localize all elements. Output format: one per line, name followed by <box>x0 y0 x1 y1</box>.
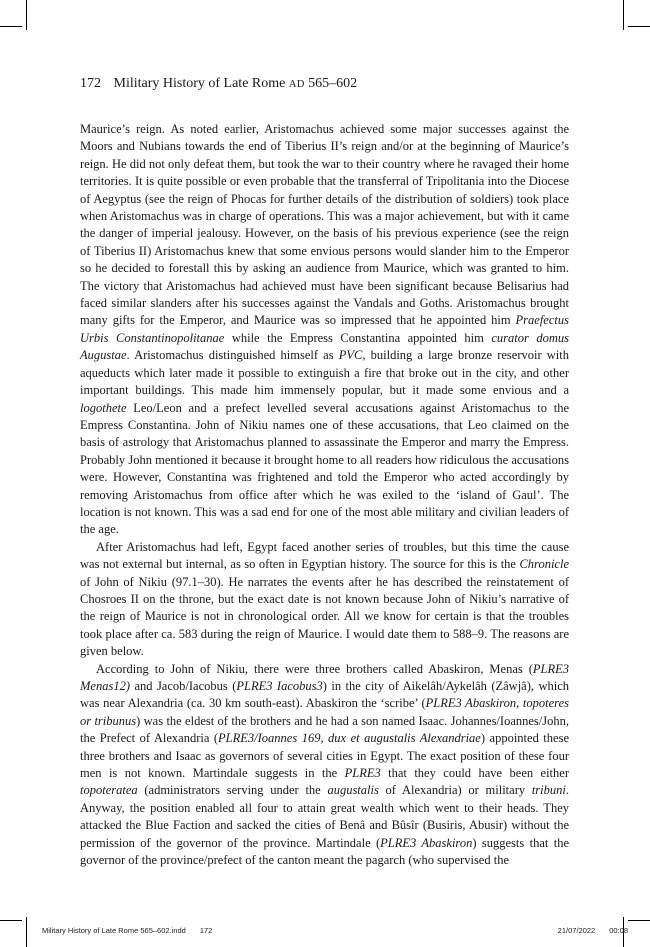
text-run: According to John of Nikiu, there were three brothers called Abaskiron, Menas ( <box>96 661 533 676</box>
book-title: Military History of Late Rome <box>113 76 286 91</box>
italic-term: augustalis <box>327 783 379 798</box>
italic-term: Chronicle <box>519 557 569 572</box>
text-run: ) in the city of Aikelâh/Aykelâh (Zâwjâ), which was near Alexandria (ca. 30 km south-east). Abaskiron the ‘scribe’ ( <box>80 679 569 711</box>
slug-date: 21/07/2022 <box>557 926 596 935</box>
year-range: 565–602 <box>308 76 358 91</box>
crop-mark-bottom-left <box>26 917 27 947</box>
italic-term: topoteratea <box>80 783 138 798</box>
text-run: Maurice’s reign. As noted earlier, Aristomachus achieved some major successes against the Moors and Nubians towards the end of Tiberius II’s reign and/or at the beginning of Maurice’s reign. He did not only defeat them, but took the war to their country where he ravaged their home territories. It is quite possible or even probable that the transferral of Tripolitania into the Diocese of Aegyptus (see the reign of Phocas for further details of the distribution of soldiers) took place when Aristomachus was in charge of operations. This was a major achievement, but with it came the danger of imperial jealousy. However, on the basis of his previous experience (see the reign of Tiberius II) Aristomachus knew that some envious persons would slander him to the Emperor so he decided to forestall this by asking an audience from Maurice, which was granted to him. The victory that Aristomachus had achieved must have been significant because Belisarius had faced similar slanders after his successes against the Vandals and Goths. Aristomachus brought many gifts for the Emperor, and Maurice was so impressed that he appointed him <box>80 122 569 328</box>
crop-mark-top-left <box>26 0 27 30</box>
italic-term: PLRE3 Menas12) <box>80 661 569 693</box>
crop-mark-top-right <box>623 0 624 30</box>
text-run: of John of Nikiu (97.1–30). He narrates the events after he has described the reinstatement of Chosroes II on the throne, but the exact date is not known because John of Nikiu’s narrative of the reign of Maurice is not in chronological order. All we know for certain is that the troubles took place after ca. 583 during the reign of Maurice. I would date them to 588–9. The reasons are given below. <box>80 574 569 659</box>
slug-page-number: 172 <box>199 926 213 935</box>
text-run: and Jacob/Iacobus ( <box>130 679 237 693</box>
paragraph-2 <box>80 539 569 661</box>
body-text <box>80 121 569 869</box>
text-run: of Alexandria) or military <box>378 783 532 798</box>
era-label: AD <box>288 79 305 90</box>
crop-mark-left-bottom <box>0 920 22 921</box>
text-run: (administrators serving under the <box>137 783 328 798</box>
crop-mark-right-bottom <box>628 920 650 921</box>
text-run: , building a large bronze reservoir with aqueducts which later made it possible to extinguish a fire that broke out in the city, and other important buildings. This made him immensely popular, but it made some envious and a <box>80 348 569 398</box>
slug-timestamp <box>558 926 628 935</box>
italic-term: PLRE3 Abaskiron <box>380 835 473 850</box>
text-run: ) was the eldest of the brothers and he had a son named Isaac. Johannes/Ioannes/John, the Prefect of Alexandria ( <box>80 713 569 746</box>
slug-file-info <box>42 926 212 935</box>
italic-term: Praefectus Urbis Constantinopolitanae <box>80 313 569 345</box>
text-run: After Aristomachus had left, Egypt faced another series of troubles, but this time the cause was not external but internal, as so often in Egyptian history. The source for this is the <box>80 539 569 572</box>
paragraph-3 <box>80 661 569 870</box>
crop-mark-left-top <box>0 26 22 27</box>
crop-mark-right-top <box>628 26 650 27</box>
italic-term: tribuni <box>531 783 566 798</box>
italic-term: PLRE3 <box>344 766 381 781</box>
italic-term: PLRE3 Abaskiron, topoteres or tribunus <box>80 696 569 728</box>
italic-term: logothete <box>80 400 127 415</box>
slug-time: 00:08 <box>609 926 628 935</box>
italic-term: PLRE3/Ioannes 169, dux et augustalis Alexandriae <box>218 731 481 746</box>
italic-term: PLRE3 Iacobus3 <box>236 679 323 693</box>
slug-file-name: Military History of Late Rome 565–602.indd <box>42 926 186 935</box>
italic-term: curator domus Augustae <box>80 330 569 363</box>
text-run: while the Empress Constantina appointed him <box>224 330 492 345</box>
running-head <box>80 76 570 93</box>
text-run: . Anyway, the position enabled all four to attain great wealth which went to their heads. They attacked the Blue Faction and sacked the cities of Benâ and Bûsîr (Busiris, Abusir) without the permission of the governor of the province. Martindale ( <box>80 783 569 850</box>
text-run: . Aristomachus distinguished himself as <box>126 348 339 363</box>
text-run: that they could have been either <box>380 766 569 781</box>
italic-term: PVC <box>338 348 363 363</box>
text-run: ) suggests that the governor of the province/prefect of the canton meant the pagarch (who supervised the <box>80 835 569 868</box>
page-number: 172 <box>80 76 101 91</box>
paragraph-1 <box>80 121 569 539</box>
text-run: ) appointed these three brothers and Isaac as governors of several cities in Egypt. The exact position of these four men is not known. Martindale suggests in the <box>80 731 569 781</box>
text-run: Leo/Leon and a prefect levelled several accusations against Aristomachus to the Empress Constantina. John of Nikiu names one of these accusations, that Leo claimed on the basis of astrology that Aristomachus planned to assassinate the Emperor and marry the Empress. Probably John mentioned it because it brought home to all readers how ridiculous the accusations were. However, Constantina was frightened and told the Emperor who acted accordingly by removing Aristomachus from office after which he was exiled to the ‘island of Gaul’. The location is not known. This was a sad end for one of the most able military and civilian leaders of the age. <box>80 400 569 537</box>
